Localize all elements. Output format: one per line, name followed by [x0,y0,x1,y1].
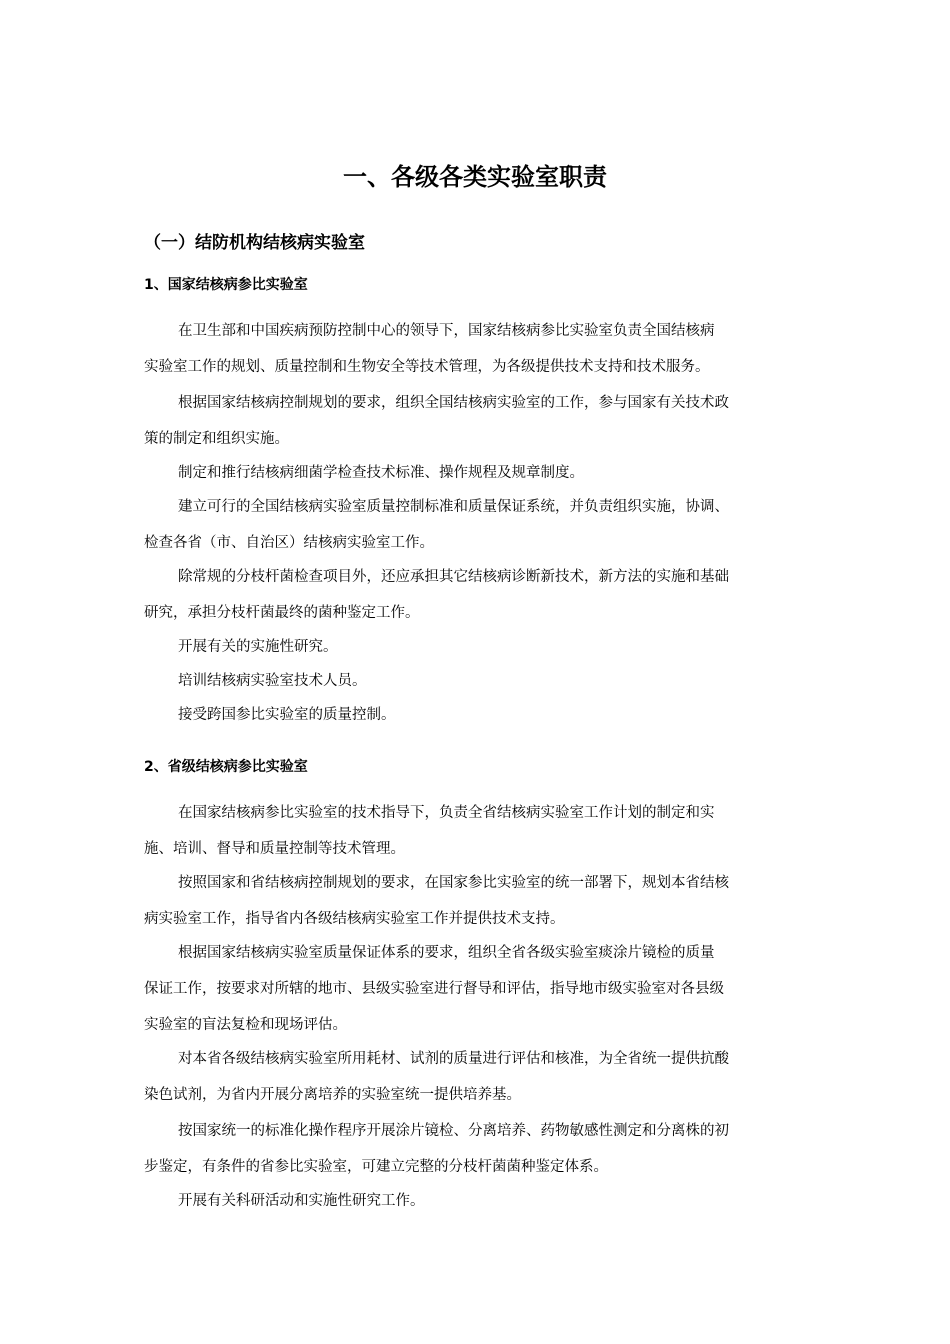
paragraph-line: 病实验室工作，指导省内各级结核病实验室工作并提供技术支持。 [144,911,565,927]
paragraph-line: 研究，承担分枝杆菌最终的菌种鉴定工作。 [144,605,420,621]
paragraph-line: 制定和推行结核病细菌学检查技术标准、操作规程及规章制度。 [178,465,584,481]
paragraph-line: 检查各省（市、自治区）结核病实验室工作。 [144,535,434,551]
paragraph-line: 染色试剂，为省内开展分离培养的实验室统一提供培养基。 [144,1087,521,1103]
paragraph-line: 实验室的盲法复检和现场评估。 [144,1017,347,1033]
paragraph-line: 在卫生部和中国疾病预防控制中心的领导下，国家结核病参比实验室负责全国结核病 [178,323,715,339]
paragraph-line: 培训结核病实验室技术人员。 [178,673,367,689]
paragraph-line: 除常规的分枝杆菌检查项目外，还应承担其它结核病诊断新技术，新方法的实施和基础 [178,569,729,585]
section-heading: （一）结防机构结核病实验室 [144,233,365,253]
paragraph-line: 根据国家结核病实验室质量保证体系的要求，组织全省各级实验室痰涂片镜检的质量 [178,945,715,961]
subsection-heading-national: 1、国家结核病参比实验室 [144,277,308,293]
paragraph-line: 策的制定和组织实施。 [144,431,289,447]
paragraph-line: 在国家结核病参比实验室的技术指导下，负责全省结核病实验室工作计划的制定和实 [178,805,715,821]
paragraph-line: 保证工作，按要求对所辖的地市、县级实验室进行督导和评估，指导地市级实验室对各县级 [144,981,724,997]
paragraph-line: 步鉴定，有条件的省参比实验室，可建立完整的分枝杆菌菌种鉴定体系。 [144,1159,608,1175]
paragraph-line: 建立可行的全国结核病实验室质量控制标准和质量保证系统，并负责组织实施，协调、 [178,499,729,515]
paragraph-line: 开展有关科研活动和实施性研究工作。 [178,1193,425,1209]
document-title: 一、各级各类实验室职责 [343,163,607,191]
paragraph-line: 按照国家和省结核病控制规划的要求，在国家参比实验室的统一部署下，规划本省结核 [178,875,729,891]
paragraph-line: 施、培训、督导和质量控制等技术管理。 [144,841,405,857]
paragraph-line: 开展有关的实施性研究。 [178,639,338,655]
paragraph-line: 实验室工作的规划、质量控制和生物安全等技术管理，为各级提供技术支持和技术服务。 [144,359,710,375]
paragraph-line: 根据国家结核病控制规划的要求，组织全国结核病实验室的工作，参与国家有关技术政 [178,395,729,411]
subsection-heading-provincial: 2、省级结核病参比实验室 [144,759,308,775]
paragraph-line: 按国家统一的标准化操作程序开展涂片镜检、分离培养、药物敏感性测定和分离株的初 [178,1123,729,1139]
paragraph-line: 接受跨国参比实验室的质量控制。 [178,707,396,723]
paragraph-line: 对本省各级结核病实验室所用耗材、试剂的质量进行评估和核准，为全省统一提供抗酸 [178,1051,729,1067]
